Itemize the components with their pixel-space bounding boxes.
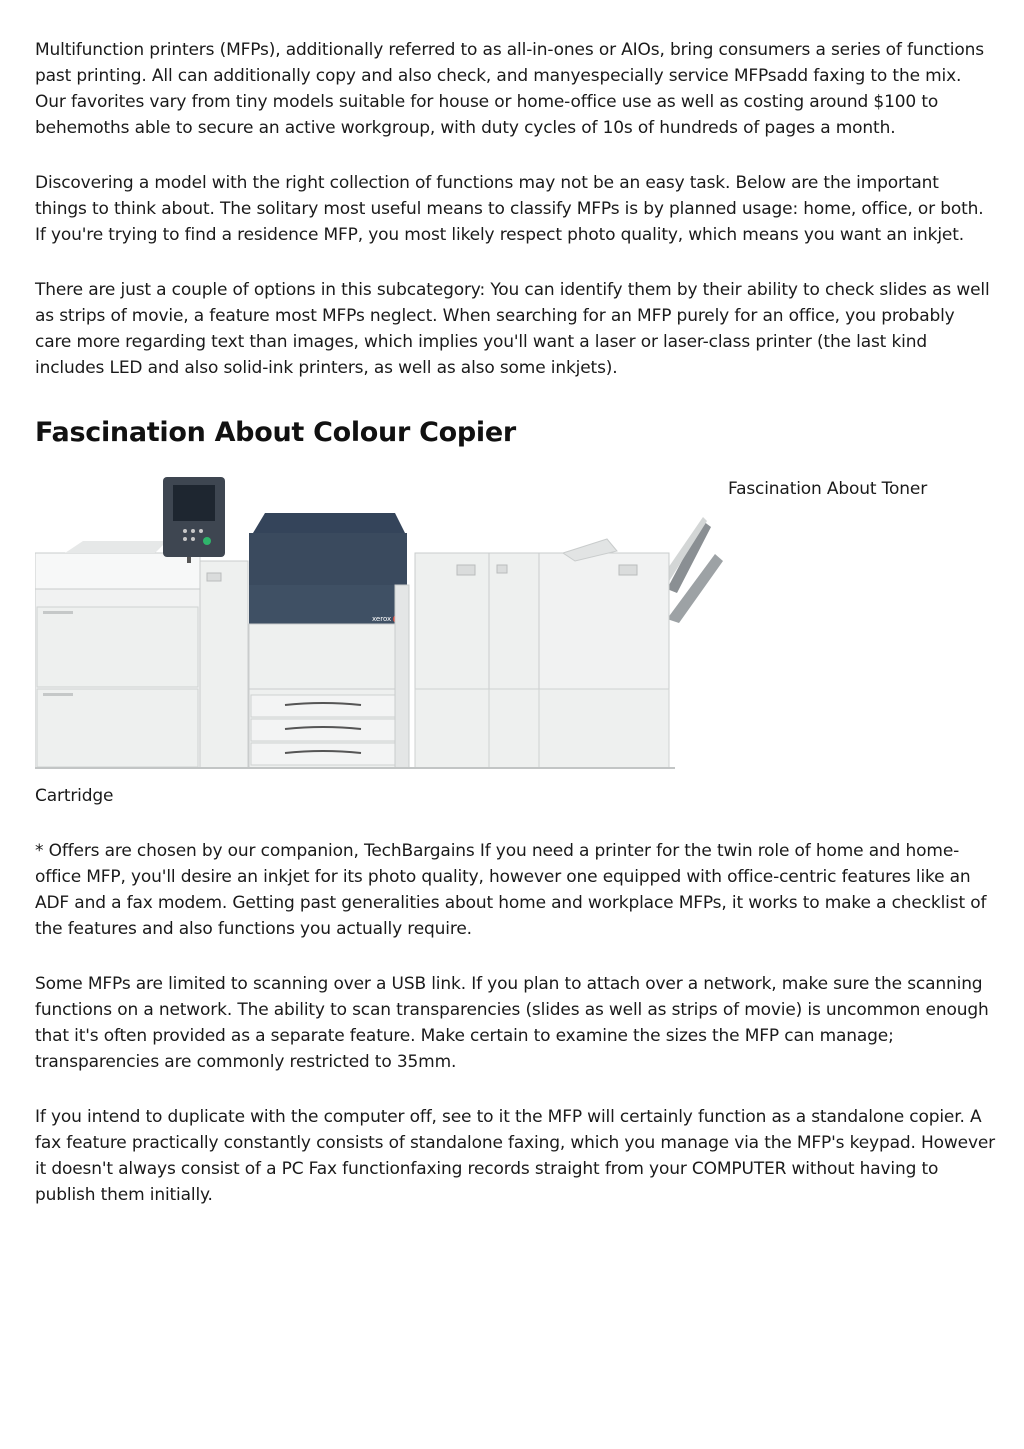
control-panel bbox=[163, 477, 225, 563]
intro-paragraph-1: Multifunction printers (MFPs), additionally referred to as all-in-ones or AIOs, bring consumers a series of functions past printing. All can additionally copy and also check, and manyespecially service MFPsadd faxing to the mix. Our favorites vary from tiny models suitable for house or home-office use as well as costing around $100 to behemoths able to secure an active workgroup, with duty cycles of 10s of hundreds of pages a month. bbox=[35, 40, 984, 138]
body-paragraph-2: Some MFPs are limited to scanning over a USB link. If you plan to attach over a network, make sure the scanning functions on a network. The ability to scan transparencies (slides as well as strips of movie) is uncommon enough that it's often provided as a separate feature. Make certain to examine the sizes the MFP can manage; transparencies are commonly restricted to 35mm. bbox=[35, 974, 989, 1072]
body-paragraph-3: If you intend to duplicate with the computer off, see to it the MFP will certainly function as a standalone copier. A fax feature practically constantly consists of standalone faxing, which you manage via the MFP's keypad. However it doesn't always consist of a PC Fax functionfaxing records straight from your COMPUTER without having to publish them initially. bbox=[35, 1107, 996, 1205]
intro-paragraph-3: There are just a couple of options in this subcategory: You can identify them by their ability to check slides as well as strips of movie, a feature most MFPs neglect. When searching for an MFP purely for an office, you probably care more regarding text than images, which implies you'll want a laser or laser-class printer (the last kind includes LED and also solid-ink printers, as well as also some inkjets). bbox=[35, 280, 990, 378]
article bbox=[35, 37, 995, 1208]
brand-logo: xerox bbox=[372, 615, 392, 623]
section-heading: Fascination About Colour Copier bbox=[35, 417, 516, 448]
connector-module bbox=[200, 561, 248, 769]
figure bbox=[35, 469, 995, 769]
figure-caption-continued: Cartridge bbox=[35, 786, 114, 806]
copier-image bbox=[35, 469, 725, 769]
figure-caption: Fascination About Toner bbox=[728, 479, 928, 499]
finisher-modules bbox=[415, 539, 669, 769]
print-engine bbox=[249, 513, 409, 769]
paper-deck bbox=[35, 541, 200, 769]
intro-paragraph-2: Discovering a model with the right collection of functions may not be an easy task. Below are the important things to think about. The solitary most useful means to classify MFPs is by planned usage: home, office, or both. If you're trying to find a residence MFP, you most likely respect photo quality, which means you want an inkjet. bbox=[35, 173, 984, 245]
body-paragraph-1: * Offers are chosen by our companion, TechBargains If you need a printer for the twin role of home and home-office MFP, you'll desire an inkjet for its photo quality, however one equipped with office-centric features like an ADF and a fax modem. Getting past generalities about home and workplace MFPs, it works to make a checklist of the features and also functions you actually require. bbox=[35, 841, 987, 939]
